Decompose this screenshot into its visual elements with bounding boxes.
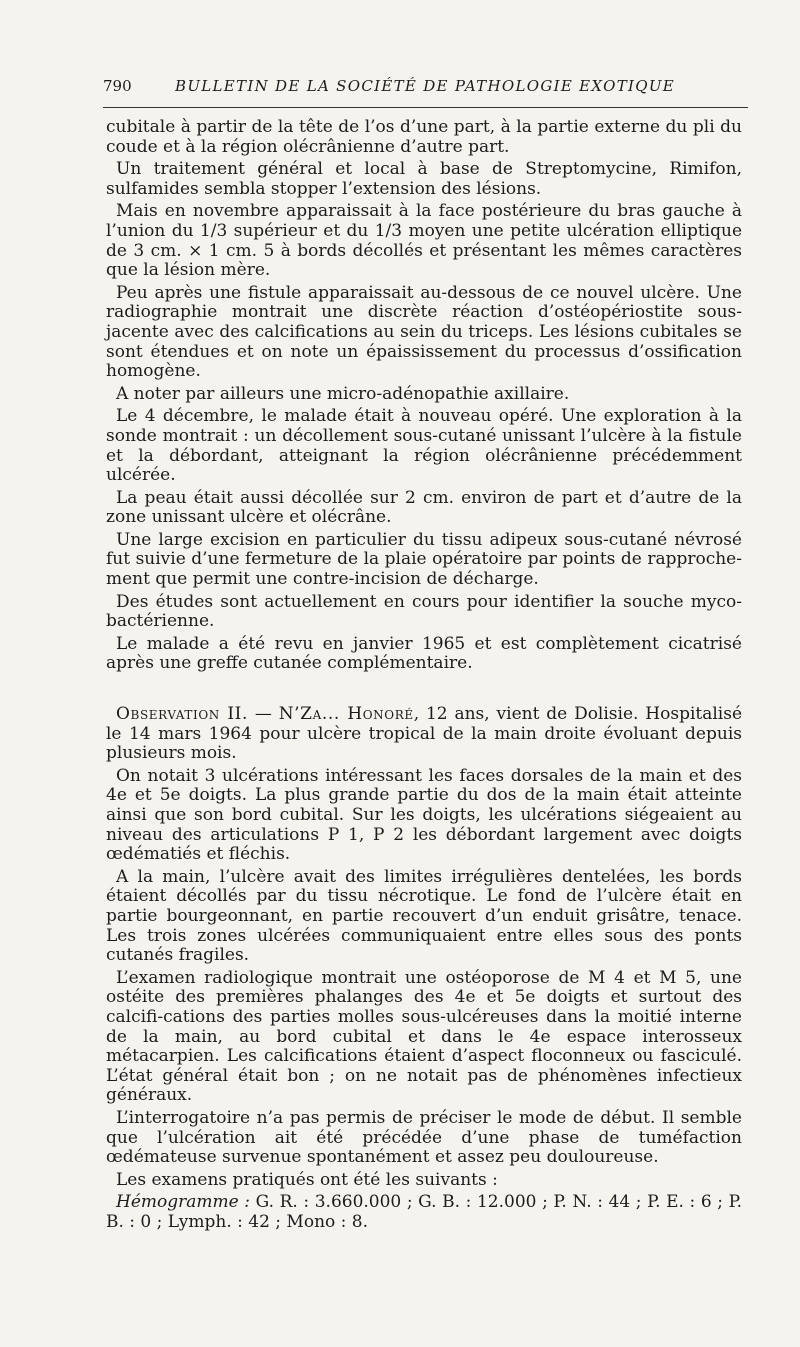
observation-dash: —	[247, 704, 279, 725]
paragraph: Des études sont actuellement en cours pour identifier la souche myco-bactérienne.	[106, 591, 742, 632]
page-number: 790	[103, 77, 132, 95]
hemogramme-values: G. R. : 3.660.000 ; G. B. : 12.000 ; P. N. : 44 ; P. E. : 6 ; P. B. : 0 ; Lymph. : 42 ; Mono : 8.	[106, 1192, 742, 1232]
paragraph: On notait 3 ulcérations intéressant les faces dorsales de la main et des 4e et 5e doigts. La plus grande partie du dos de la main était atteinte ainsi que son bord cubital. Sur les doigts, les ulcérations siégeaient au niveau des articulations P 1, P 2 les débordant largement avec doigts œdématiés et fléchis.	[106, 765, 742, 865]
paragraph: A la main, l’ulcère avait des limites irrégulières dentelées, les bords étaient décollés par du tissu nécrotique. Le fond de l’ulcère était en partie bourgeonnant, en partie recouvert d’un enduit grisâtre, tenace. Les trois zones ulcérées communiquaient entre elles sous des ponts cutanés fragiles.	[106, 866, 742, 966]
paragraph: Le malade a été revu en janvier 1965 et est complètement cicatrisé après une greffe cutanée complémentaire.	[106, 633, 742, 674]
observation-paragraph	[106, 705, 742, 764]
running-header	[103, 76, 748, 104]
observation-text: , 12 ans, vient de Dolisie. Hospitalisé le 14 mars 1964 pour ulcère tropical de la main droite évoluant depuis plusieurs mois.	[106, 704, 743, 764]
paragraph: Un traitement général et local à base de Streptomycine, Rimifon, sulfamides sembla stopper l’extension des lésions.	[106, 159, 742, 199]
paragraph: Les examens pratiqués ont été les suivants :	[116, 1169, 498, 1190]
hemogramme-paragraph	[106, 1193, 742, 1232]
paragraph: Peu après une fistule apparaissait au-dessous de ce nouvel ulcère. Une radiographie montrait une discrète réaction d’ostéopériostite sous-jacente avec des calcifications au sein du triceps. Les lésions cubitales se sont étendues et on note un épaississement du processus d’ossification homogène.	[106, 282, 742, 382]
section-gap	[106, 677, 742, 705]
paragraph: L’interrogatoire n’a pas permis de préciser le mode de début. Il semble que l’ulcération ait été précédée d’une phase de tuméfaction œdémateuse survenue spontanément et assez peu douloureuse.	[106, 1107, 742, 1168]
observation-label: Observation II.	[116, 704, 248, 725]
paragraph: A noter par ailleurs une micro-adénopathie axillaire.	[116, 383, 570, 404]
journal-title: BULLETIN DE LA SOCIÉTÉ DE PATHOLOGIE EXOTIQUE	[175, 77, 676, 95]
paragraph: L’examen radiologique montrait une ostéoporose de M 4 et M 5, une ostéite des premières phalanges des 4e et 5e doigts et surtout des calcifi-cations des parties molles sous-ulcéreuses dans la moitié interne de la main, au bord cubital et dans le 4e espace interosseux métacarpien. Les calcifications étaient d’aspect floconneux ou fasciculé. L’état général était bon ; on ne notait pas de phénomènes infectieux généraux.	[106, 967, 742, 1106]
hemogramme-label: Hémogramme :	[116, 1192, 251, 1213]
paragraph: La peau était aussi décollée sur 2 cm. environ de part et d’autre de la zone unissant ulcère et olécrâne.	[106, 487, 742, 528]
paragraph: Le 4 décembre, le malade était à nouveau opéré. Une exploration à la sonde montrait : un décollement sous-cutané unissant l’ulcère à la fistule et la débordant, atteignant la région olécrânienne précédemment ulcérée.	[106, 406, 742, 486]
paragraph: cubitale à partir de la tête de l’os d’une part, à la partie externe du pli du coude et à la région olécrânienne d’autre part.	[106, 117, 742, 157]
header-rule	[103, 107, 748, 108]
paragraph: Mais en novembre apparaissait à la face postérieure du bras gauche à l’union du 1/3 supérieur et du 1/3 moyen une petite ulcération elliptique de 3 cm. × 1 cm. 5 à bords décollés et présentant les mêmes caractères que la lésion mère.	[106, 201, 742, 281]
patient-name: N’Za... Honoré	[278, 704, 414, 725]
article-body	[106, 118, 742, 1235]
paragraph: Une large excision en particulier du tissu adipeux sous-cutané névrosé fut suivie d’une fermeture de la plaie opératoire par points de rapproche-ment que permit une contre-incision de décharge.	[106, 529, 742, 590]
